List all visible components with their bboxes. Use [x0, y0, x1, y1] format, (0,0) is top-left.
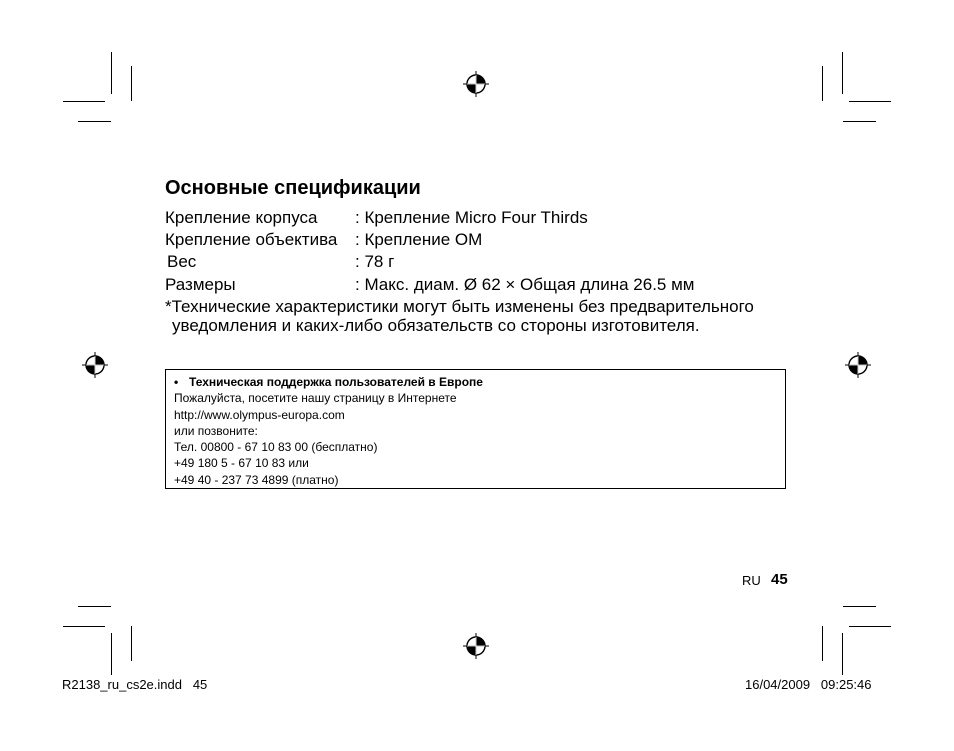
support-url[interactable]: http://www.olympus-europa.com [174, 407, 345, 422]
footer-filename: R2138_ru_cs2e.indd 45 [62, 677, 208, 692]
crop-mark [63, 626, 105, 627]
crop-mark [842, 633, 843, 675]
crop-mark [78, 121, 111, 122]
crop-mark [131, 66, 132, 101]
crop-mark [842, 52, 843, 94]
disclaimer-line: *Технические характеристики могут быть изменены без предварительного [165, 297, 754, 316]
support-phone: +49 40 - 237 73 4899 (платно) [174, 472, 339, 487]
spec-label-dimensions: Размеры [165, 275, 236, 294]
crop-mark [111, 52, 112, 94]
registration-target-icon [463, 633, 489, 659]
spec-value-weight: : 78 г [355, 252, 395, 271]
crop-mark [849, 626, 891, 627]
crop-mark [843, 121, 876, 122]
page-title: Основные спецификации [165, 177, 421, 199]
registration-target-icon [82, 352, 108, 378]
page-number: 45 [771, 571, 788, 588]
support-line: Пожалуйста, посетите нашу страницу в Интернете [174, 391, 457, 406]
support-heading-text: Техническая поддержка пользователей в Европе [189, 375, 483, 389]
support-line: или позвоните: [174, 423, 258, 438]
crop-mark [63, 101, 105, 102]
spec-label-body-mount: Крепление корпуса [165, 208, 318, 227]
spec-value-lens-mount: : Крепление OM [355, 230, 483, 249]
crop-mark [822, 66, 823, 101]
support-info-box [165, 369, 786, 489]
page-language: RU [742, 573, 761, 588]
crop-mark [849, 101, 891, 102]
crop-mark [111, 633, 112, 675]
spec-value-dimensions: : Макс. диам. Ø 62 × Общая длина 26.5 мм [355, 275, 695, 294]
disclaimer-line: уведомления и каких-либо обязательств со стороны изготовителя. [172, 316, 700, 335]
crop-mark [78, 606, 111, 607]
spec-value-body-mount: : Крепление Micro Four Thirds [355, 208, 588, 227]
spec-label-lens-mount: Крепление объектива [165, 230, 338, 249]
support-phone: +49 180 5 - 67 10 83 или [174, 456, 309, 471]
footer-datetime: 16/04/2009 09:25:46 [745, 677, 872, 692]
registration-target-icon [845, 352, 871, 378]
bullet: • [174, 375, 179, 389]
support-phone: Тел. 00800 - 67 10 83 00 (бесплатно) [174, 440, 378, 455]
spec-disclaimer [165, 297, 805, 335]
crop-mark [822, 626, 823, 661]
support-heading [174, 374, 785, 390]
crop-mark [131, 626, 132, 661]
crop-mark [843, 606, 876, 607]
registration-target-icon [463, 71, 489, 97]
spec-label-weight: Вес [167, 252, 197, 271]
